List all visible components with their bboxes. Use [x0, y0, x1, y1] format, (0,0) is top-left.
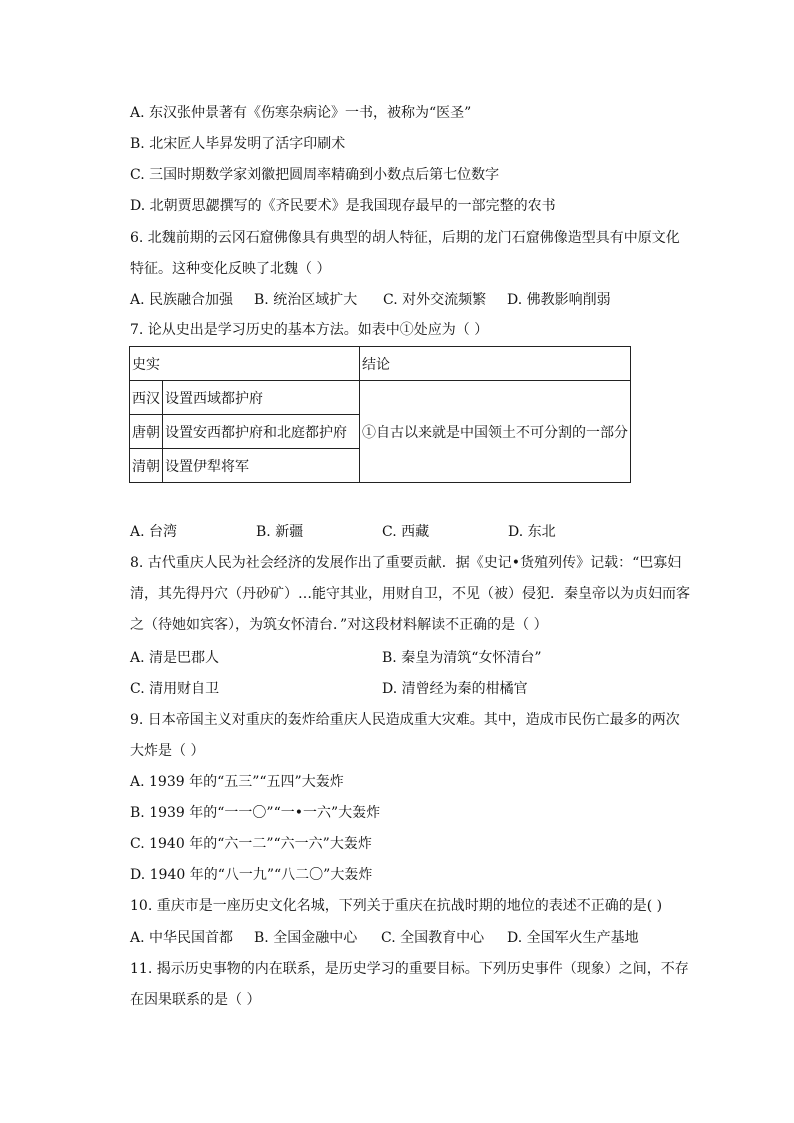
q5-option-d: D. 北朝贾思勰撰写的《齐民要术》是我国现存最早的一部完整的农书	[130, 198, 556, 214]
q10-option-a: A. 中华民国首都	[130, 930, 234, 946]
q8-stem-line2: 清，其先得丹穴（丹砂矿）…能守其业，用财自卫，不见（被）侵犯．秦皇帝以为贞妇而客	[130, 586, 690, 602]
table-row-dynasty: 西汉	[130, 381, 163, 415]
q6-stem-line1: 6. 北魏前期的云冈石窟佛像具有典型的胡人特征，后期的龙门石窟佛像造型具有中原文化	[130, 230, 680, 246]
q5-option-a: A. 东汉张仲景著有《伤寒杂病论》一书，被称为“医圣”	[130, 105, 472, 121]
q6-option-c: C. 对外交流频繁	[383, 292, 487, 308]
q9-stem-line2: 大炸是（ ）	[130, 743, 205, 759]
q5-option-c: C. 三国时期数学家刘徽把圆周率精确到小数点后第七位数字	[130, 167, 500, 183]
table-row-dynasty: 唐朝	[130, 415, 163, 449]
q6-option-d: D. 佛教影响削弱	[507, 292, 611, 308]
q8-stem-line3: 之（待她如宾客），为筑女怀清台．”对这段材料解读不正确的是（ ）	[130, 617, 548, 633]
q6-stem-line2: 特征。这种变化反映了北魏（ ）	[130, 261, 331, 277]
q5-option-b: B. 北宋匠人毕昇发明了活字印刷术	[130, 136, 346, 152]
q7-option-b: B. 新疆	[256, 524, 304, 540]
q11-stem-line1: 11. 揭示历史事物的内在联系，是历史学习的重要目标。下列历史事件（现象）之间，不存	[130, 961, 689, 977]
q7-stem: 7. 论从史出是学习历史的基本方法。如表中①处应为（ ）	[130, 322, 489, 338]
table-conclusion: ①自古以来就是中国领土不可分割的一部分	[360, 381, 631, 483]
q10-stem: 10. 重庆市是一座历史文化名城，下列关于重庆在抗战时期的地位的表述不正确的是( )	[130, 898, 663, 914]
q7-option-c: C. 西藏	[382, 524, 430, 540]
q8-stem-line1: 8. 古代重庆人民为社会经济的发展作出了重要贡献．据《史记•货殖列传》记载：“巴寡妇	[130, 555, 682, 571]
table-row-dynasty: 清朝	[130, 449, 163, 483]
q10-option-d: D. 全国军火生产基地	[507, 930, 639, 946]
table-row-fact: 设置西域都护府	[163, 381, 360, 415]
q7-history-table	[129, 346, 631, 483]
q9-option-a: A. 1939 年的“五三”“五四”大轰炸	[130, 774, 344, 790]
q7-option-a: A. 台湾	[130, 524, 178, 540]
q10-option-c: C. 全国教育中心	[381, 930, 485, 946]
q11-stem-line2: 在因果联系的是（ ）	[130, 992, 261, 1008]
table-row-fact: 设置安西都护府和北庭都护府	[163, 415, 360, 449]
q6-option-a: A. 民族融合加强	[130, 292, 234, 308]
table-header-facts: 史实	[130, 347, 360, 381]
q9-option-c: C. 1940 年的“六一二”“六一六”大轰炸	[130, 836, 372, 852]
q8-option-a: A. 清是巴郡人	[130, 650, 220, 666]
table-row-fact: 设置伊犁将军	[163, 449, 360, 483]
q9-stem-line1: 9. 日本帝国主义对重庆的轰炸给重庆人民造成重大灾难。其中，造成市民伤亡最多的两次	[130, 712, 680, 728]
q10-option-b: B. 全国金融中心	[254, 930, 358, 946]
q9-option-d: D. 1940 年的“八一九”“八二〇”大轰炸	[130, 867, 373, 883]
q8-option-b: B. 秦皇为清筑“女怀清台”	[382, 650, 542, 666]
table-header-conclusion: 结论	[360, 347, 631, 381]
q7-option-d: D. 东北	[508, 524, 556, 540]
q8-option-c: C. 清用财自卫	[130, 681, 220, 697]
q8-option-d: D. 清曾经为秦的柑橘官	[382, 681, 528, 697]
q9-option-b: B. 1939 年的“一一〇”“一•一六”大轰炸	[130, 805, 381, 821]
q6-option-b: B. 统治区域扩大	[254, 292, 358, 308]
